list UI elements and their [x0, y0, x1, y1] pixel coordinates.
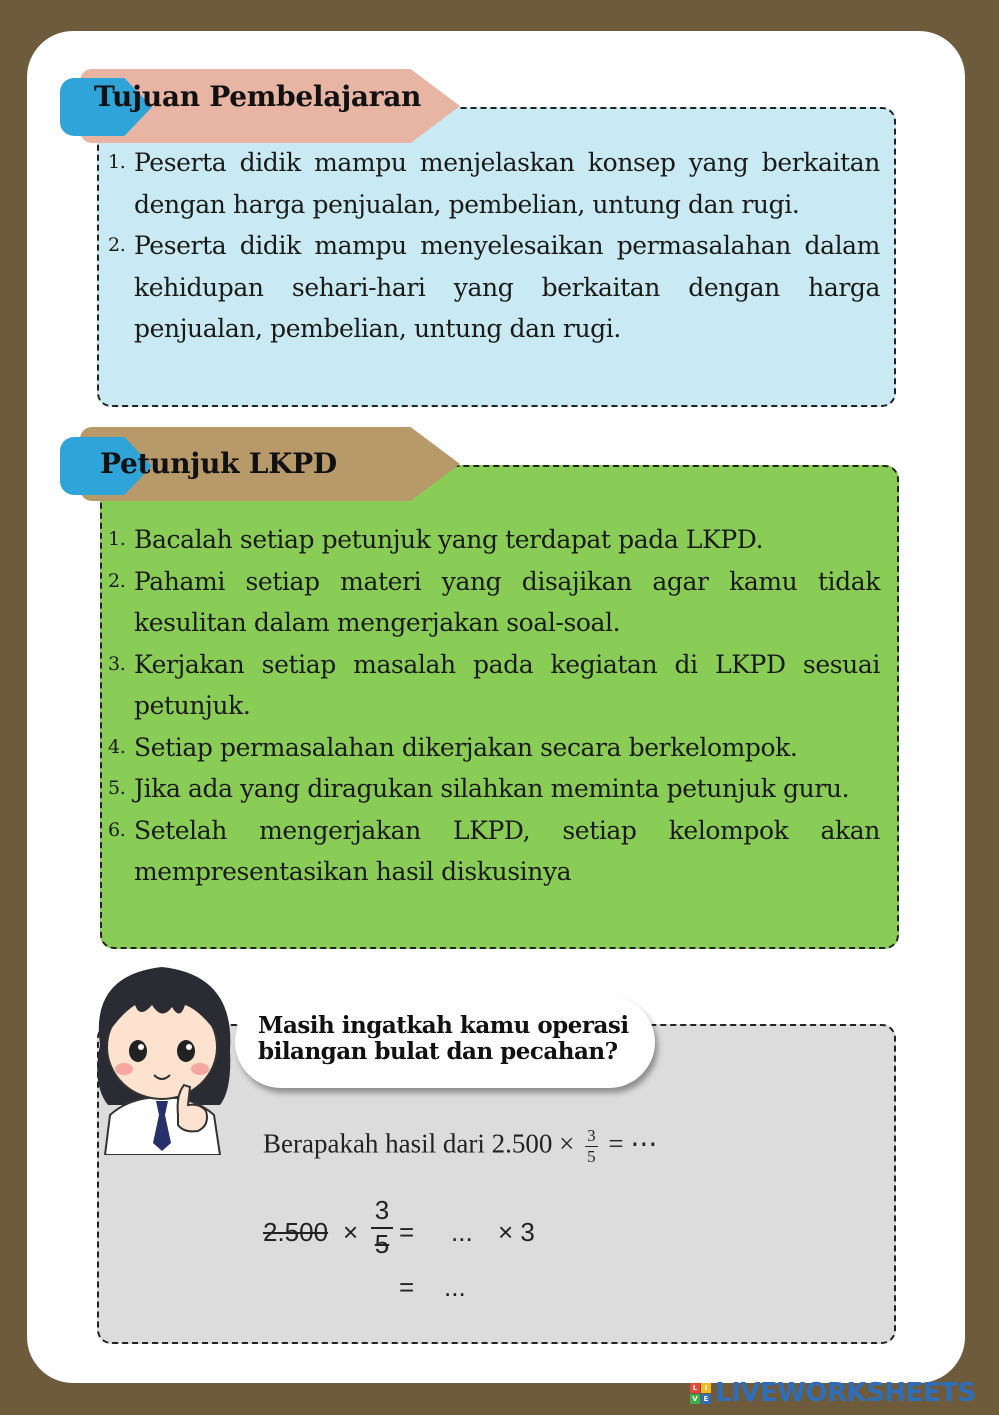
instructions-title: Petunjuk LKPD [100, 447, 337, 480]
answer-blank: ... [444, 1272, 466, 1302]
student-girl-illustration [80, 955, 245, 1155]
list-item: 1. Peserta didik mampu menjelaskan konsep yang berkaitan dengan harga penjualan, pembelian, untung dan rugi. [108, 148, 880, 219]
list-item: 2. Pahami setiap materi yang disajikan agar kamu tidak kesulitan dalam mengerjakan soal-soal. [108, 566, 880, 637]
equals-sign: = [399, 1217, 415, 1247]
learning-goals-title: Tujuan Pembelajaran [94, 80, 422, 113]
question-text: Berapakah hasil dari 2.500 × $\frac{3}{5}$ = ⋯ [263, 1126, 658, 1166]
list-item: 2. Peserta didik mampu menyelesaikan permasalahan dalam kehidupan sehari-hari yang berkaitan dengan harga penjualan, pembelian, untung dan rugi. [108, 231, 880, 343]
speech-bubble-text: Masih ingatkah kamu operasi bilangan bulat dan pecahan? [258, 1012, 629, 1065]
instructions-list [108, 519, 880, 893]
question-fraction: $\frac{3}{5}$ [587, 1126, 596, 1166]
times-sign: × [343, 1217, 359, 1247]
list-item: 3. Kerjakan setiap masalah pada kegiatan di LKPD sesuai petunjuk. [108, 649, 880, 720]
work-fraction: $\frac{3}{5}$ [371, 1193, 393, 1259]
watermark-text: LIVEWORKSHEETS [715, 1378, 976, 1408]
liveworksheets-logo-icon: L I V E [690, 1383, 711, 1404]
crossed-number: 2.500 [263, 1217, 329, 1247]
learning-goals-list [108, 142, 880, 350]
list-item: 6. Setelah mengerjakan LKPD, setiap kelompok akan mempresentasikan hasil diskusinya [108, 815, 880, 886]
liveworksheets-watermark [690, 1378, 976, 1408]
list-item: 5. Jika ada yang diragukan silahkan meminta petunjuk guru. [108, 774, 850, 803]
list-item: 4. Setiap permasalahan dikerjakan secara berkelompok. [108, 732, 798, 762]
answer-blank: ... [451, 1217, 473, 1247]
times-three: × 3 [498, 1217, 535, 1247]
list-item: 1. Bacalah setiap petunjuk yang terdapat pada LKPD. [108, 525, 764, 554]
equals-sign: = [399, 1272, 415, 1302]
